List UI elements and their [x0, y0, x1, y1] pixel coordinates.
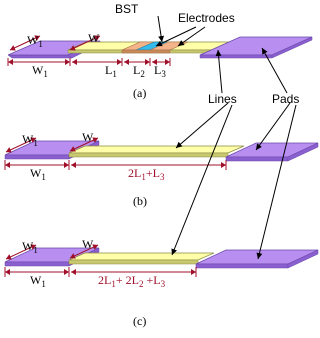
- label-l2: $L_2$: [133, 63, 145, 79]
- label-w1-bottom-b: $W_1$: [30, 166, 46, 182]
- panel-a: [8, 37, 312, 58]
- panel-b: [5, 141, 318, 161]
- label-w-c: W: [82, 237, 94, 251]
- right-pad-a: [200, 37, 312, 58]
- label-electrodes: Electrodes: [178, 11, 235, 25]
- label-l1: $L_1$: [105, 63, 117, 79]
- label-w1-bottom-c: $W_1$: [30, 273, 46, 289]
- arrow-lines-b: [176, 103, 228, 148]
- transmission-line-c: [69, 253, 214, 264]
- label-bst: BST: [115, 2, 139, 16]
- arrow-lines-c: [172, 105, 232, 255]
- label-l3: $L_3$: [154, 63, 166, 79]
- label-length-c: $2L_1+ 2L_2 +L_3$: [98, 273, 166, 289]
- label-w1-bottom-a: $W_1$: [32, 63, 48, 79]
- panel-c: [5, 248, 318, 268]
- caption-b: (b): [133, 194, 147, 208]
- label-lines: Lines: [208, 92, 237, 106]
- label-w-b: W: [82, 130, 94, 144]
- label-pads: Pads: [272, 92, 300, 106]
- caption-c: (c): [133, 314, 147, 328]
- caption-a: (a): [133, 86, 147, 100]
- label-w1-top-b: $W_1$: [22, 132, 38, 148]
- arrow-pads-c: [258, 105, 296, 259]
- label-w1-top-a: $W_1$: [27, 33, 43, 49]
- label-w1-top-c: $W_1$: [22, 239, 38, 255]
- right-pad-c: [196, 250, 318, 268]
- label-length-b: $2L_1+L_3$: [128, 166, 165, 182]
- label-w-a: W: [88, 31, 100, 45]
- arrow-bst: [158, 16, 162, 42]
- transmission-line-b: [69, 146, 244, 157]
